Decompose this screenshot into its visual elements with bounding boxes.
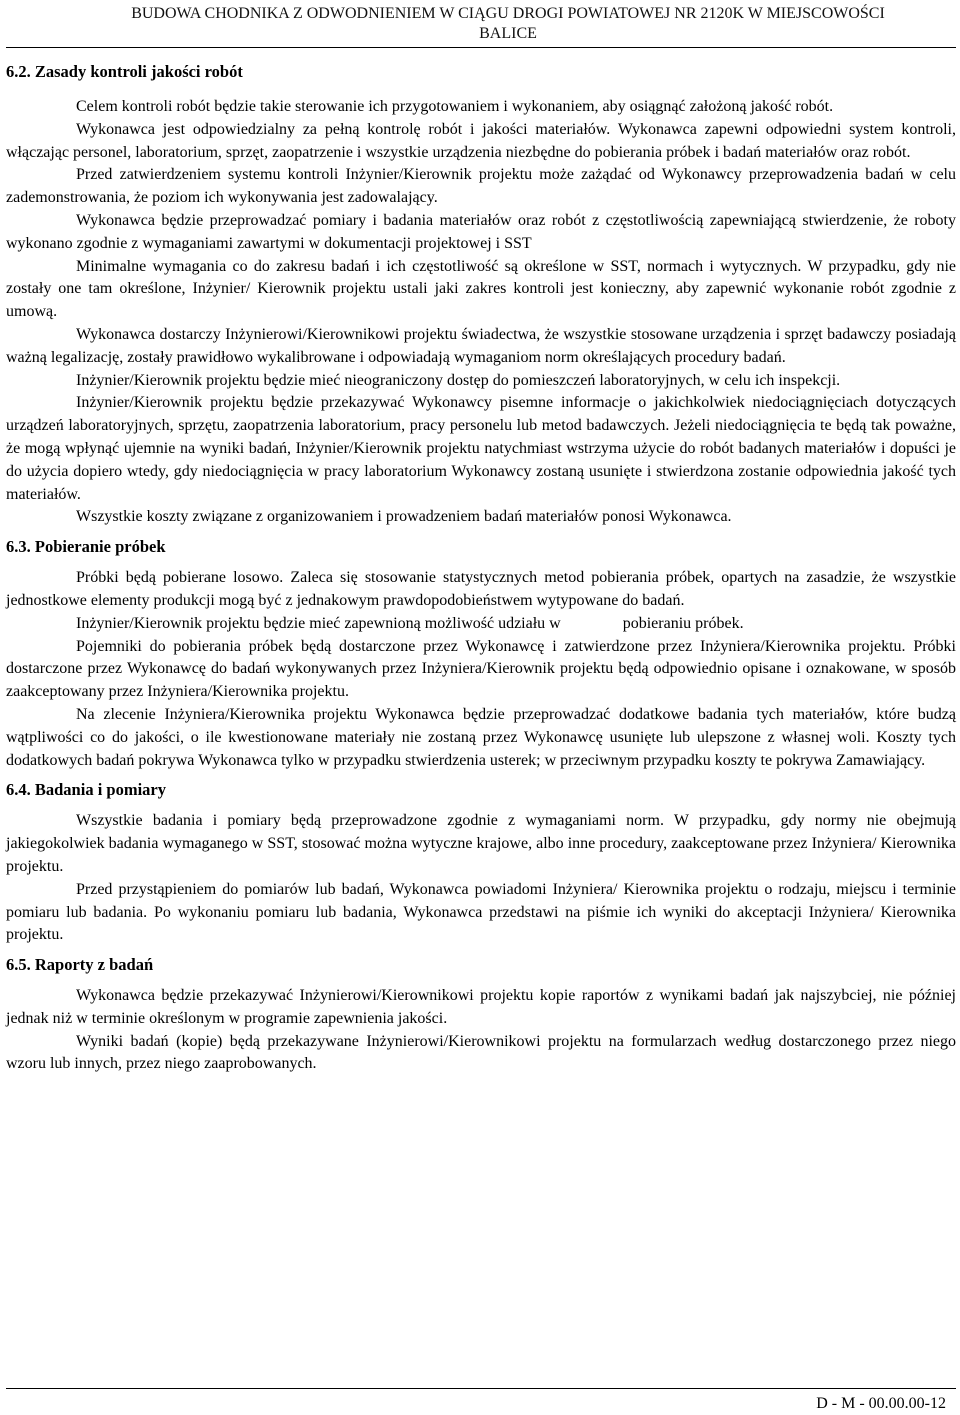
section-title-6-4: 6.4. Badania i pomiary <box>6 780 166 800</box>
paragraph: Inżynier/Kierownik projektu będzie przekazywać Wykonawcy pisemne informacje o jakichkolwiek niedociągnięciach dotyczących urządzeń laboratoryjnych, sprzętu, zaopatrzenia laboratorium, pracy personelu lub metod badawczych. Jeżeli niedociągnięcia te będą tak poważne, że mogą wpłynąć ujemnie na wyniki badań, Inżynier/Kierownik projektu natychmiast wstrzyma użycie do robót badanych materiałów i dopuści je do użycia dopiero wtedy, gdy niedociągnięcia w pracy laboratorium Wykonawcy zostaną usunięte i stwierdzona zostanie odpowiednia jakość tych materiałów. <box>6 394 956 503</box>
header-line-1: BUDOWA CHODNIKA Z ODWODNIENIEM W CIĄGU DROGI POWIATOWEJ NR 2120K W MIEJSCOWOŚCI <box>131 5 885 22</box>
paragraph: Inżynier/Kierownik projektu będzie mieć nieograniczony dostęp do pomieszczeń laboratoryjnych, w celu ich inspekcji. <box>76 371 841 389</box>
paragraph: Wykonawca będzie przeprowadzać pomiary i badania materiałów oraz robót z częstotliwością zapewniającą stwierdzenie, że roboty wykonano zgodnie z wymaganiami zawartymi w dokumentacji projektowej i SST <box>6 211 956 252</box>
paragraph: Przed zatwierdzeniem systemu kontroli Inżynier/Kierownik projektu może zażądać od Wykonawcy przeprowadzenia badań w celu zademonstrowania, że poziom ich wykonywania jest zadowalający. <box>6 166 956 207</box>
footer-code: D - M - 00.00.00-12 <box>816 1395 946 1412</box>
paragraph: Wszystkie koszty związane z organizowaniem i prowadzeniem badań materiałów ponosi Wykonawca. <box>76 508 732 526</box>
header-line-2: BALICE <box>479 25 537 42</box>
paragraph-part: pobieraniu próbek. <box>622 614 744 632</box>
paragraph: Wyniki badań (kopie) będą przekazywane Inżynierowi/Kierownikowi projektu na formularzach według dostarczonego przez niego wzoru lub innych, przez niego zaaprobowanych. <box>6 1032 956 1073</box>
running-header <box>78 4 938 44</box>
paragraph: Pojemniki do pobierania próbek będą dostarczone przez Wykonawcę i zatwierdzone przez Inżyniera/Kierownika projektu. Próbki dostarczone przez Wykonawcę do badań wykonywanych przez Inżyniera/Kierownik projektu będą odpowiednio opisane i oznakowane, w sposób zaakceptowany przez Inżyniera/Kierownika projektu. <box>6 637 956 701</box>
section-title-6-3: 6.3. Pobieranie próbek <box>6 537 166 557</box>
paragraph-part: Inżynier/Kierownik projektu będzie mieć zapewnioną możliwość udziału w <box>76 614 561 632</box>
paragraph: Wykonawca jest odpowiedzialny za pełną kontrolę robót i jakości materiałów. Wykonawca zapewni odpowiedni system kontroli, włączając personel, laboratorium, sprzęt, zaopatrzenie i wszystkie urządzenia niezbędne do pobierania próbek i badań materiałów oraz robót. <box>6 120 956 161</box>
paragraph: Wykonawca dostarczy Inżynierowi/Kierownikowi projektu świadectwa, że wszystkie stosowane urządzenia i sprzęt badawczy posiadają ważną legalizację, zostały prawidłowo wykalibrowane i odpowiadają wymaganiom norm określających procedury badań. <box>6 325 956 366</box>
paragraph: Wykonawca będzie przekazywać Inżynierowi/Kierownikowi projektu kopie raportów z wynikami badań jak najszybciej, nie później jednak niż w terminie określonym w programie zapewnienia jakości. <box>6 987 956 1027</box>
header-rule <box>6 47 956 48</box>
paragraph: Próbki będą pobierane losowo. Zaleca się stosowanie statystycznych metod pobierania próbek, opartych na zasadzie, że wszystkie jednostkowe elementy produkcji mogą być z jednakowym prawdopodobieństwem wytypowane do badań. <box>6 569 956 609</box>
footer-rule <box>6 1388 956 1389</box>
paragraph: Przed przystąpieniem do pomiarów lub badań, Wykonawca powiadomi Inżyniera/ Kierownika projektu o rodzaju, miejscu i terminie pomiaru lub badania. Po wykonaniu pomiaru lub badania, Wykonawca przedstawi na piśmie ich wyniki do akceptacji Inżyniera/ Kierownika projektu. <box>6 880 956 944</box>
section-title-6-5: 6.5. Raporty z badań <box>6 955 154 975</box>
paragraph: Celem kontroli robót będzie takie sterowanie ich przygotowaniem i wykonaniem, aby osiągnąć założoną jakość robót. <box>76 98 834 115</box>
paragraph <box>6 613 956 636</box>
section-title-6-2: 6.2. Zasady kontroli jakości robót <box>6 62 243 81</box>
paragraph: Wszystkie badania i pomiary będą przeprowadzone zgodnie z wymaganiami norm. W przypadku, gdy normy nie obejmują jakiegokolwiek badania wymaganego w SST, stosować można wytyczne krajowe, albo inne procedury, zaakceptowane przez Inżyniera/ Kierownika projektu. <box>6 812 956 875</box>
paragraph: Na zlecenie Inżyniera/Kierownika projektu Wykonawca będzie przeprowadzać dodatkowe badania tych materiałów, które budzą wątpliwości co do jakości, o ile kwestionowane materiały nie zostaną przez Wykonawcę usunięte lub ulepszone z własnej woli. Koszty tych dodatkowych badań pokrywa Wykonawca tylko w przypadku stwierdzenia usterek; w przeciwnym przypadku koszty te pokrywa Zamawiający. <box>6 705 956 769</box>
paragraph: Minimalne wymagania co do zakresu badań i ich częstotliwość są określone w SST, normach i wytycznych. W przypadku, gdy nie zostały one tam określone, Inżynier/ Kierownik projektu ustali jaki zakres kontroli jest konieczny, aby zapewnić wykonanie robót zgodnie z umową. <box>6 257 956 321</box>
document-body <box>6 60 956 1076</box>
